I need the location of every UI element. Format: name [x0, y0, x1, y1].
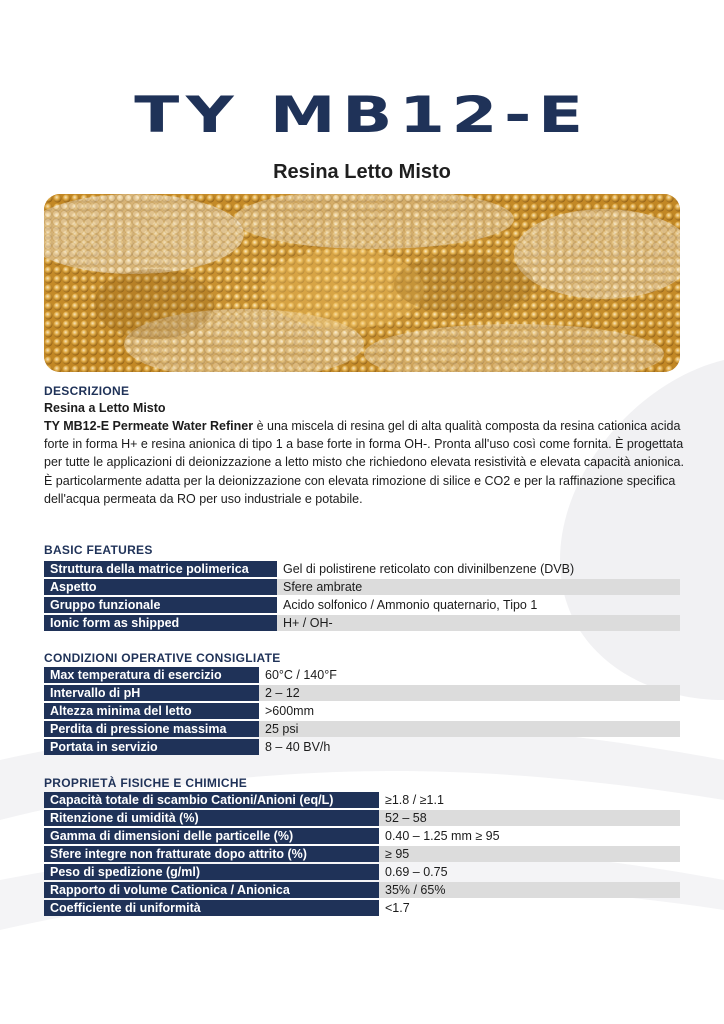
spec-label: Peso di spedizione (g/ml) [44, 864, 379, 880]
spec-value: 35% / 65% [379, 882, 680, 898]
table-row [44, 579, 680, 595]
physical-chemical-heading: PROPRIETÀ FISICHE E CHIMICHE [44, 776, 248, 790]
spec-label: Capacità totale di scambio Cationi/Anioni (eq/L) [44, 792, 379, 808]
spec-value: 2 – 12 [259, 685, 680, 701]
spec-value: Sfere ambrate [277, 579, 680, 595]
spec-value: >600mm [265, 704, 314, 718]
spec-value: 60°C / 140°F [265, 668, 337, 682]
resin-beads-image [44, 194, 680, 372]
spec-label: Altezza minima del letto [44, 703, 259, 719]
resin-beads-illustration [44, 194, 680, 372]
spec-label: Perdita di pressione massima [44, 721, 259, 737]
table-row [44, 882, 680, 898]
product-subtitle: Resina Letto Misto [273, 161, 451, 183]
operating-conditions-heading: CONDIZIONI OPERATIVE CONSIGLIATE [44, 651, 281, 665]
table-row [44, 721, 680, 737]
table-row [44, 864, 680, 880]
table-row [44, 846, 680, 862]
operating-conditions-table [44, 665, 680, 757]
spec-value: 0.69 – 0.75 [385, 865, 448, 879]
basic-features-heading: BASIC FEATURES [44, 543, 153, 557]
table-row [44, 597, 680, 613]
spec-label: Struttura della matrice polimerica [44, 561, 277, 577]
spec-value: ≥ 95 [379, 846, 680, 862]
spec-label: Max temperatura di esercizio [44, 667, 259, 683]
table-row [44, 739, 680, 755]
description-paragraph [44, 417, 684, 508]
table-row [44, 685, 680, 701]
table-row [44, 615, 680, 631]
spec-label: Coefficiente di uniformità [44, 900, 379, 916]
table-row [44, 561, 680, 577]
description-subheading: Resina a Letto Misto [44, 401, 166, 415]
spec-label: Sfere integre non fratturate dopo attrito (%) [44, 846, 379, 862]
spec-value: <1.7 [385, 901, 410, 915]
table-row [44, 810, 680, 826]
spec-value: 25 psi [259, 721, 680, 737]
table-row [44, 792, 680, 808]
table-row [44, 828, 680, 844]
description-product-name: TY MB12-E Permeate Water Refiner [44, 419, 254, 433]
spec-value: 0.40 – 1.25 mm ≥ 95 [385, 829, 500, 843]
basic-features-table [44, 559, 680, 633]
spec-label: Intervallo di pH [44, 685, 259, 701]
spec-value: 8 – 40 BV/h [265, 740, 331, 754]
spec-label: Gamma di dimensioni delle particelle (%) [44, 828, 379, 844]
spec-label: Ritenzione di umidità (%) [44, 810, 379, 826]
spec-label: Rapporto di volume Cationica / Anionica [44, 882, 379, 898]
spec-value: ≥1.8 / ≥1.1 [385, 793, 444, 807]
table-row [44, 703, 680, 719]
table-row [44, 900, 680, 916]
spec-label: Aspetto [44, 579, 277, 595]
spec-label: Gruppo funzionale [44, 597, 277, 613]
physical-chemical-table [44, 790, 680, 918]
spec-value: 52 – 58 [379, 810, 680, 826]
description-body-text: è una miscela di resina gel di alta qualità composta da resina cationica acida forte in forma H+ e resina anionica di tipo 1 a base forte in forma OH-. Pronta all'uso così come fornita. È progettata per tutte le applicazioni di deionizzazione a letto misto che richiedono elevata resistività e elevata capacità anionica. È particolarmente adatta per la deionizzazione con elevata rimozione di silice e CO2 e per la raffinazione specifica dell'acqua permeata da RO per uso industriale e potabile. [44, 419, 684, 506]
product-title: TY MB12-E [134, 86, 590, 144]
spec-label: Ionic form as shipped [44, 615, 277, 631]
spec-label: Portata in servizio [44, 739, 259, 755]
description-heading: DESCRIZIONE [44, 384, 130, 398]
spec-value: Acido solfonico / Ammonio quaternario, Tipo 1 [283, 598, 538, 612]
table-row [44, 667, 680, 683]
spec-value: Gel di polistirene reticolato con divinilbenzene (DVB) [283, 562, 575, 576]
spec-value: H+ / OH- [277, 615, 680, 631]
